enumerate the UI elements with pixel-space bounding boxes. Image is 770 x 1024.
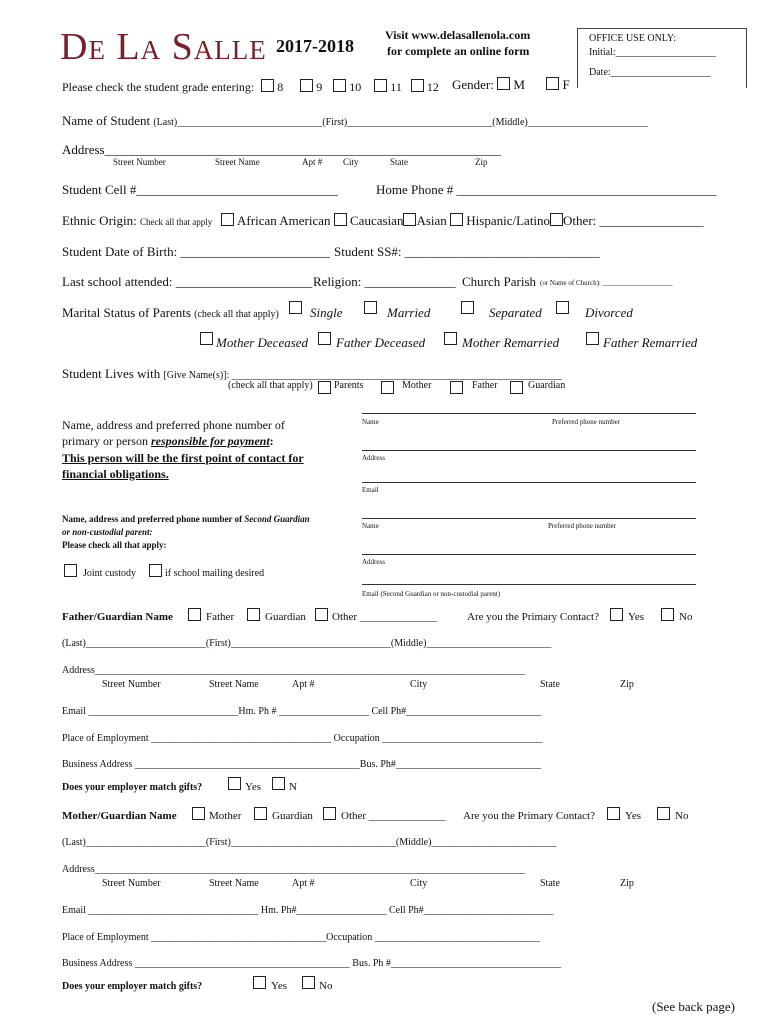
student-middle-field[interactable]: (Middle)________________________: [492, 117, 648, 128]
single-checkbox[interactable]: [289, 301, 302, 314]
second-guardian-em: Second Guardian: [244, 514, 310, 524]
visit-line-1: Visit www.delasallenola.com: [385, 28, 531, 42]
second-guardian-line-1-text: Name, address and preferred phone number of: [62, 514, 243, 524]
student-address-field[interactable]: Address_____________________________________________________________: [62, 142, 502, 157]
see-back-page: (See back page): [652, 999, 736, 1014]
father-primary-question: Are you the Primary Contact?: [467, 611, 599, 623]
gender-f-label: F: [562, 77, 570, 92]
mother-remarried-checkbox[interactable]: [444, 332, 457, 345]
office-use-title: OFFICE USE ONLY:: [589, 33, 676, 44]
school-logo: [60, 28, 267, 66]
parents-label: Parents: [334, 380, 364, 391]
addr-apt: Apt #: [302, 157, 323, 167]
addr-street-number: Street Number: [113, 157, 166, 167]
addr-state: State: [390, 157, 408, 167]
mother-match-no-checkbox[interactable]: [302, 976, 315, 989]
father-primary-yes-label: Yes: [628, 611, 645, 623]
grade-10-label: 10: [349, 80, 362, 94]
marital-label: [62, 305, 279, 321]
office-initial-field[interactable]: Initial:____________________: [589, 47, 716, 58]
african-american-checkbox[interactable]: [221, 213, 234, 226]
grade-10-checkbox[interactable]: [333, 79, 346, 92]
logo-text: De La Salle: [60, 26, 267, 68]
father-contact-field[interactable]: Email ______________________________Hm. Ph # __________________ Cell Ph#___________________________: [62, 706, 542, 717]
mailing-checkbox[interactable]: [149, 564, 162, 577]
caucasian-checkbox[interactable]: [334, 213, 347, 226]
divorced-label: Divorced: [585, 305, 633, 320]
addr-zip: Zip: [475, 157, 488, 167]
mother-other-checkbox[interactable]: [323, 807, 336, 820]
gender-m-checkbox[interactable]: [497, 77, 510, 90]
father-match-question: Does your employer match gifts?: [62, 782, 203, 793]
payment-name-line[interactable]: [362, 413, 696, 414]
payment-address-line[interactable]: [362, 450, 696, 451]
single-label: Single: [310, 305, 343, 320]
joint-custody-label: Joint custody: [83, 568, 137, 579]
hispanic-label: Hispanic/Latino: [466, 213, 551, 228]
marital-note: (check all that apply): [194, 309, 279, 320]
father-match-yes-checkbox[interactable]: [228, 777, 241, 790]
lives-with-label: Student Lives with: [62, 366, 161, 381]
father-match-no-label: N: [289, 781, 297, 793]
ethnic-label: Ethnic Origin:: [62, 213, 137, 228]
father-employment-field[interactable]: Place of Employment ____________________________________ Occupation ________________________________: [62, 733, 543, 744]
gender-row: [452, 77, 570, 93]
addr-street-name: Street Name: [215, 157, 260, 167]
payment-email-line[interactable]: [362, 482, 696, 483]
payment-email-label: Email: [362, 486, 379, 494]
student-cell-field[interactable]: Student Cell #_______________________________: [62, 182, 338, 197]
father-street-name: Street Name: [209, 679, 259, 690]
mother-zip: Zip: [620, 878, 634, 889]
ethnic-note: Check all that apply: [140, 217, 213, 227]
lives-with-names-field[interactable]: [Give Name(s)]: __________________________________________________________________: [163, 370, 562, 381]
father-remarried-checkbox[interactable]: [586, 332, 599, 345]
mother-deceased-label: Mother Deceased: [216, 335, 309, 350]
payment-line-3: This person will be the first point of contact for: [62, 451, 304, 465]
grade-label: Please check the student grade entering:: [62, 80, 255, 94]
mailing-label: if school mailing desired: [165, 568, 265, 579]
payment-name-label: Name: [362, 418, 379, 426]
mother-primary-no-label: No: [675, 810, 689, 822]
father-business-field[interactable]: Business Address _____________________________________________Bus. Ph#_____________________________: [62, 759, 541, 770]
father-match-no-checkbox[interactable]: [272, 777, 285, 790]
other-ethnic-checkbox[interactable]: [550, 213, 563, 226]
mother-match-yes-label: Yes: [271, 980, 288, 992]
mother-match-no-label: No: [319, 980, 333, 992]
payment-line-4: financial obligations.: [62, 467, 169, 481]
mother-deceased-checkbox[interactable]: [200, 332, 213, 345]
church-field[interactable]: (or Name of Church): ____________________: [540, 279, 673, 287]
hispanic-checkbox[interactable]: [450, 213, 463, 226]
father-opt-label: Father: [206, 611, 235, 623]
addr-city: City: [343, 157, 359, 167]
father-remarried-label: Father Remarried: [603, 335, 698, 350]
second-address-label: Address: [362, 558, 385, 566]
grade-12-checkbox[interactable]: [411, 79, 424, 92]
parents-checkbox[interactable]: [318, 381, 331, 394]
last-school-field[interactable]: Last school attended: _____________________: [62, 274, 313, 289]
payment-phone-label: Preferred phone number: [552, 418, 621, 426]
father-lives-checkbox[interactable]: [450, 381, 463, 394]
mother-primary-yes-checkbox[interactable]: [607, 807, 620, 820]
second-guardian-line-1: [62, 514, 310, 524]
father-match-yes-label: Yes: [245, 781, 262, 793]
second-address-line[interactable]: [362, 554, 696, 555]
payment-line-2-text: primary or person: [62, 434, 148, 448]
father-other-field[interactable]: Other ______________: [332, 611, 437, 623]
mother-match-yes-checkbox[interactable]: [253, 976, 266, 989]
mother-primary-no-checkbox[interactable]: [657, 807, 670, 820]
father-street-number: Street Number: [102, 679, 161, 690]
mother-apt: Apt #: [292, 878, 315, 889]
grade-11-checkbox[interactable]: [374, 79, 387, 92]
mother-remarried-label: Mother Remarried: [462, 335, 560, 350]
father-lives-label: Father: [472, 380, 498, 391]
father-deceased-checkbox[interactable]: [318, 332, 331, 345]
visit-line-2: for complete an online form: [387, 44, 530, 58]
father-guardian-checkbox[interactable]: [247, 608, 260, 621]
married-checkbox[interactable]: [364, 301, 377, 314]
guardian-lives-label: Guardian: [528, 380, 566, 391]
grade-8-checkbox[interactable]: [261, 79, 274, 92]
joint-custody-checkbox[interactable]: [64, 564, 77, 577]
church-label: Church Parish: [462, 274, 537, 289]
gender-m-label: M: [513, 77, 525, 92]
student-name-row: [62, 113, 648, 129]
grade-11-label: 11: [390, 80, 402, 94]
mother-opt-label: Mother: [209, 810, 242, 822]
father-other-checkbox[interactable]: [315, 608, 328, 621]
separated-label: Separated: [489, 305, 542, 320]
student-last-field[interactable]: (Last)_____________________________: [153, 117, 323, 128]
dob-field[interactable]: Student Date of Birth: _______________________: [62, 244, 330, 259]
office-date-field[interactable]: Date:____________________: [589, 67, 711, 78]
religion-field[interactable]: Religion: ______________: [313, 274, 456, 289]
second-name-line[interactable]: [362, 518, 696, 519]
grade-8-label: 8: [277, 80, 284, 94]
payment-address-label: Address: [362, 454, 385, 462]
father-primary-yes-checkbox[interactable]: [610, 608, 623, 621]
other-ethnic-field[interactable]: Other: ________________: [563, 213, 704, 228]
father-deceased-label: Father Deceased: [336, 335, 426, 350]
mother-match-question: Does your employer match gifts?: [62, 981, 203, 992]
mother-state: State: [540, 878, 560, 889]
mother-opt-checkbox[interactable]: [192, 807, 205, 820]
mother-primary-yes-label: Yes: [625, 810, 642, 822]
separated-checkbox[interactable]: [461, 301, 474, 314]
grade-row: [62, 79, 439, 95]
father-section-title: Father/Guardian Name: [62, 611, 173, 623]
grade-12-label: 12: [426, 80, 439, 94]
mother-lives-label: Mother: [402, 380, 432, 391]
father-zip: Zip: [620, 679, 634, 690]
divorced-checkbox[interactable]: [556, 301, 569, 314]
married-label: Married: [387, 305, 431, 320]
home-phone-field[interactable]: Home Phone # ________________________________________: [376, 182, 717, 197]
second-email-label: Email (Second Guardian or non-custodial parent): [362, 590, 501, 598]
asian-label: Asian: [416, 213, 447, 228]
mother-other-field[interactable]: Other ______________: [341, 810, 446, 822]
ethnic-row: [62, 213, 704, 229]
second-email-line[interactable]: [362, 584, 696, 585]
father-apt: Apt #: [292, 679, 315, 690]
african-american-label: African American: [237, 213, 331, 228]
grade-9-label: 9: [316, 80, 323, 94]
father-state: State: [540, 679, 560, 690]
mother-guardian-checkbox[interactable]: [254, 807, 267, 820]
mother-lives-checkbox[interactable]: [381, 381, 394, 394]
father-opt-checkbox[interactable]: [188, 608, 201, 621]
payment-line-2: [62, 434, 274, 449]
father-primary-no-label: No: [679, 611, 693, 623]
lives-with-check-note: (check all that apply): [228, 380, 313, 391]
school-year: 2017-2018: [276, 36, 354, 56]
payment-colon: :: [269, 434, 274, 448]
student-name-label: Name of Student: [62, 113, 151, 128]
gender-f-checkbox[interactable]: [546, 77, 559, 90]
father-primary-no-checkbox[interactable]: [661, 608, 674, 621]
gender-label: Gender:: [452, 77, 494, 92]
mother-address-field[interactable]: Address______________________________________________________________________________________: [62, 864, 525, 875]
father-address-field[interactable]: Address______________________________________________________________________________________: [62, 665, 525, 676]
second-guardian-line-2: or non-custodial parent:: [62, 527, 153, 537]
mother-street-number: Street Number: [102, 878, 161, 889]
asian-checkbox[interactable]: [403, 213, 416, 226]
second-phone-label: Preferred phone number: [548, 522, 617, 530]
payment-line-1: Name, address and preferred phone number of: [62, 418, 285, 432]
grade-9-checkbox[interactable]: [300, 79, 313, 92]
mother-name-field[interactable]: (Last)________________________(First)_________________________________(Middle)_________________________: [62, 837, 557, 848]
caucasian-label: Caucasian: [350, 213, 404, 228]
mother-business-field[interactable]: Business Address ___________________________________________ Bus. Ph #__________________________________: [62, 958, 561, 969]
father-guardian-label: Guardian: [265, 611, 306, 623]
mother-section-title: Mother/Guardian Name: [62, 810, 177, 822]
mother-contact-field[interactable]: Email __________________________________ Hm. Ph#__________________ Cell Ph#__________________________: [62, 905, 554, 916]
ssn-field[interactable]: Student SS#: ______________________________: [334, 244, 600, 259]
mother-city: City: [410, 878, 428, 889]
mother-primary-question: Are you the Primary Contact?: [463, 810, 595, 822]
father-city: City: [410, 679, 428, 690]
second-guardian-line-3: Please check all that apply:: [62, 540, 167, 550]
guardian-lives-checkbox[interactable]: [510, 381, 523, 394]
second-name-label: Name: [362, 522, 379, 530]
father-name-field[interactable]: (Last)________________________(First)________________________________(Middle)_________________________: [62, 638, 552, 649]
mother-street-name: Street Name: [209, 878, 259, 889]
mother-guardian-label: Guardian: [272, 810, 313, 822]
payment-responsible-em: responsible for payment: [150, 434, 270, 448]
mother-employment-field[interactable]: Place of Employment ___________________________________Occupation _________________________________: [62, 932, 540, 943]
student-first-field[interactable]: (First)_____________________________: [322, 117, 493, 128]
marital-label-text: Marital Status of Parents: [62, 305, 191, 320]
